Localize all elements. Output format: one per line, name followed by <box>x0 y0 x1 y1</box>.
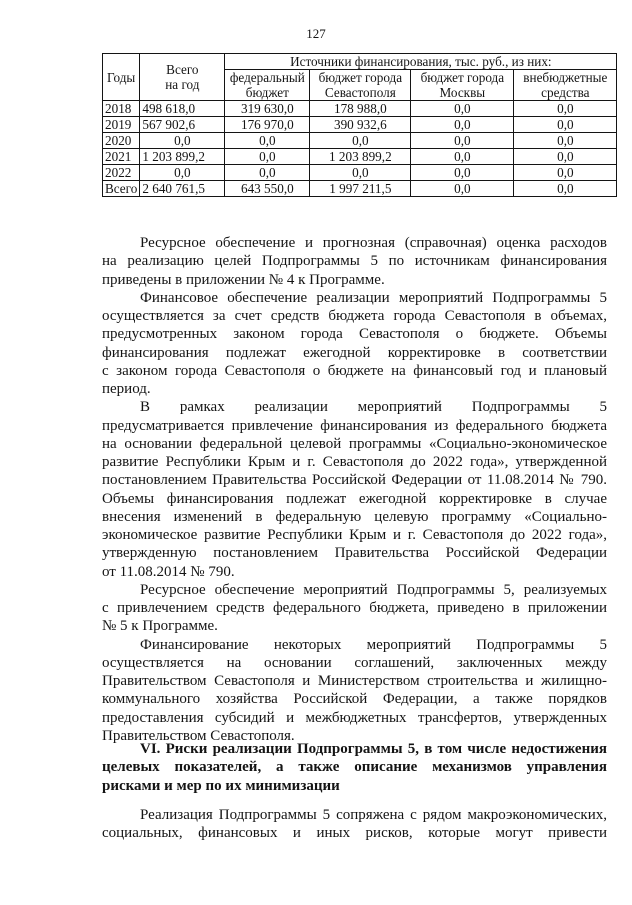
cell-city: 1 997 211,5 <box>310 181 411 197</box>
heading-line: VI. Риски реализации Подпрограммы 5, в том числе недостижения <box>140 741 607 757</box>
text-line: с привлечением средств федерального бюджета, приведено в приложении <box>102 600 607 616</box>
text-line: социальных, финансовых и иных рисков, которые могут привести <box>102 825 607 842</box>
cell-city: 1 203 899,2 <box>310 149 411 165</box>
text-line: с законом города Севастополя о бюджете на финансовый год и плановый <box>102 362 607 379</box>
cell-extrabudget: 0,0 <box>514 117 617 133</box>
table-row <box>103 117 617 133</box>
text-line: Ресурсное обеспечение и прогнозная (справочная) оценка расходов <box>140 235 607 251</box>
paragraph-financial-support <box>102 289 607 399</box>
cell-federal: 176 970,0 <box>225 117 310 133</box>
table-row <box>103 149 617 165</box>
cell-federal: 319 630,0 <box>225 101 310 117</box>
header-federal-line2: бюджет <box>245 85 289 100</box>
cell-total: 2 640 761,5 <box>140 181 225 197</box>
cell-extrabudget: 0,0 <box>514 101 617 117</box>
cell-year: 2019 <box>103 117 140 133</box>
header-total <box>140 54 225 101</box>
text-line: приведены в приложении № 4 к Программе. <box>102 271 385 288</box>
text-line: Правительством Севастополя и Министерством строительства и жилищно- <box>102 673 607 689</box>
text-line: Ресурсное обеспечение мероприятий Подпрограммы 5, реализуемых <box>140 581 607 598</box>
cell-federal: 0,0 <box>225 165 310 181</box>
cell-moscow: 0,0 <box>411 133 514 149</box>
paragraph-federal-funding <box>102 398 607 581</box>
cell-year: 2020 <box>103 133 140 149</box>
text-line: Правительством Севастополя. <box>102 727 295 744</box>
cell-extrabudget: 0,0 <box>514 165 617 181</box>
text-line: Объемы финансирования подлежат ежегодной корректировке в случае <box>102 490 607 507</box>
cell-city: 0,0 <box>310 165 411 181</box>
table-total-row <box>103 181 617 197</box>
text-line: предоставления субсидий и межбюджетных трансфертов, утвержденных <box>102 709 607 726</box>
header-total-line2: на год <box>165 77 200 92</box>
cell-total: 498 618,0 <box>140 101 225 117</box>
header-city <box>310 70 411 101</box>
header-city-line1: бюджет города <box>318 70 403 85</box>
text-line: от 11.08.2014 № 790. <box>102 563 235 580</box>
financing-table <box>102 53 617 197</box>
text-line: Финансовое обеспечение реализации мероприятий Подпрограммы 5 <box>140 289 607 306</box>
text-line: Реализация Подпрограммы 5 сопряжена с рядом макроэкономических, <box>140 807 607 823</box>
header-city-line2: Севастополя <box>324 85 396 100</box>
section-heading <box>102 740 607 795</box>
text-line: утвержденную постановлением Правительства Российской Федерации <box>102 545 607 562</box>
paragraph-agreements <box>102 636 607 746</box>
cell-moscow: 0,0 <box>411 117 514 133</box>
text-line: В рамках реализации мероприятий Подпрограммы 5 <box>140 399 607 416</box>
cell-city: 178 988,0 <box>310 101 411 117</box>
cell-federal: 0,0 <box>225 133 310 149</box>
cell-year: 2021 <box>103 149 140 165</box>
cell-moscow: 0,0 <box>411 149 514 165</box>
paragraph-risks <box>102 806 607 843</box>
header-extrabudget <box>514 70 617 101</box>
cell-year: 2018 <box>103 101 140 117</box>
cell-federal: 0,0 <box>225 149 310 165</box>
text-line: Финансирование некоторых мероприятий Подпрограммы 5 <box>140 636 607 653</box>
text-line: финансирования подлежат ежегодной корректировке в соответствии <box>102 344 607 361</box>
text-line: экономическое развитие Республики Крым и г. Севастополя до 2022 года», <box>102 527 607 543</box>
heading-line: целевых показателей, а также описание механизмов управления <box>102 759 607 776</box>
text-line: коммунального хозяйства Российской Федерации, а также порядков <box>102 691 607 708</box>
header-federal <box>225 70 310 101</box>
header-federal-line1: федеральный <box>229 70 305 85</box>
text-line: № 5 к Программе. <box>102 618 218 635</box>
text-line: осуществляется на основании соглашений, заключенных между <box>102 654 607 671</box>
cell-year: 2022 <box>103 165 140 181</box>
cell-total: 567 902,6 <box>140 117 225 133</box>
cell-city: 390 932,6 <box>310 117 411 133</box>
cell-city: 0,0 <box>310 133 411 149</box>
text-line: на основании федеральной целевой программы «Социально-экономическое <box>102 435 607 452</box>
table-row <box>103 101 617 117</box>
cell-total: 1 203 899,2 <box>140 149 225 165</box>
header-extrabudget-line1: внебюджетные <box>523 70 608 85</box>
header-moscow-line1: бюджет города <box>420 70 505 85</box>
page-number: 127 <box>306 26 326 41</box>
header-sources: Источники финансирования, тыс. руб., из них: <box>225 54 617 70</box>
cell-moscow: 0,0 <box>411 165 514 181</box>
table-row <box>103 165 617 181</box>
cell-moscow: 0,0 <box>411 181 514 197</box>
heading-line: рисками и мер по их минимизации <box>102 777 340 794</box>
text-line: осуществляется за счет средств бюджета города Севастополя в объемах, <box>102 308 607 324</box>
cell-federal: 643 550,0 <box>225 181 310 197</box>
cell-year: Всего <box>103 181 140 197</box>
header-moscow-line2: Москвы <box>439 85 486 100</box>
table-header-row <box>103 54 617 70</box>
paragraph-resource-estimate <box>102 234 607 289</box>
body-text <box>102 234 607 745</box>
header-moscow <box>411 70 514 101</box>
text-line: постановлением Правительства Российской Федерации от 11.08.2014 № 790. <box>102 472 607 489</box>
cell-total: 0,0 <box>140 133 225 149</box>
text-line: на реализацию целей Подпрограммы 5 по источникам финансирования <box>102 253 607 270</box>
text-line: предусматривается привлечение финансирования из федерального бюджета <box>102 417 607 434</box>
text-line: внесения изменений в федеральную целевую программу «Социально- <box>102 508 607 525</box>
cell-extrabudget: 0,0 <box>514 181 617 197</box>
text-line: период. <box>102 381 151 397</box>
cell-moscow: 0,0 <box>411 101 514 117</box>
cell-extrabudget: 0,0 <box>514 149 617 165</box>
text-line: развитие Республики Крым и г. Севастополя до 2022 года», утвержденной <box>102 454 607 470</box>
text-line: предусмотренных законом города Севастополя о бюджете. Объемы <box>102 326 607 343</box>
paragraph-federal-resource <box>102 581 607 636</box>
cell-extrabudget: 0,0 <box>514 133 617 149</box>
table-row <box>103 133 617 149</box>
header-extrabudget-line2: средства <box>541 85 590 100</box>
header-years: Годы <box>103 54 140 101</box>
header-total-line1: Всего <box>166 62 199 77</box>
cell-total: 0,0 <box>140 165 225 181</box>
